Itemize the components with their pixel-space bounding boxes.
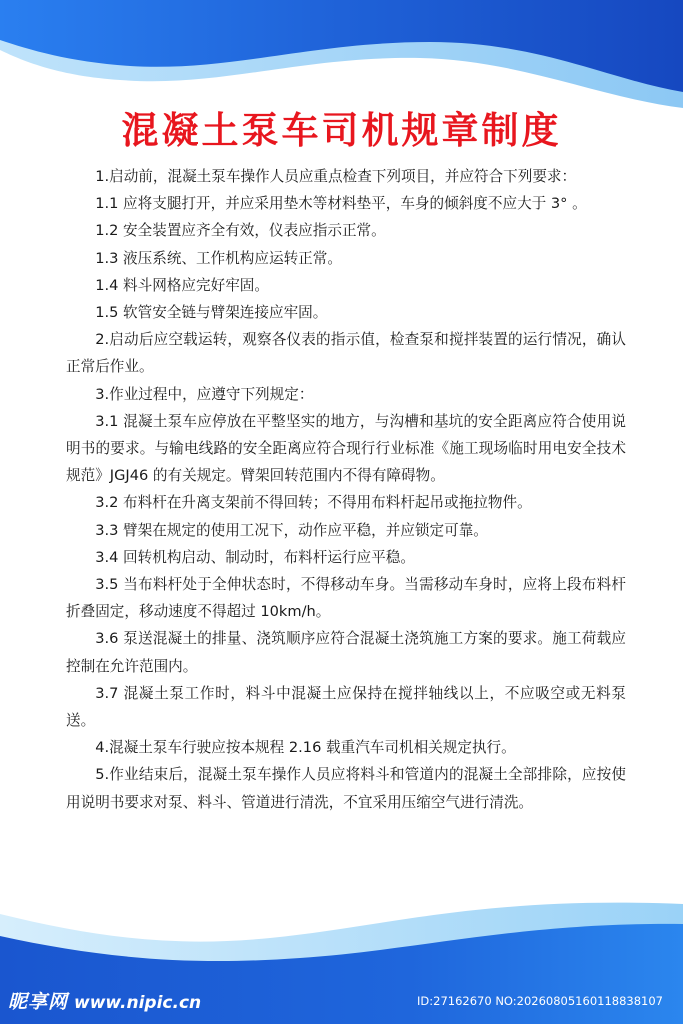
rule-paragraph: 3.7 混凝土泵工作时，料斗中混凝土应保持在搅拌轴线以上，不应吸空或无料泵送。	[66, 684, 626, 730]
page-title: 混凝土泵车司机规章制度	[121, 109, 562, 152]
rule-paragraph: 1.启动前，混凝土泵车操作人员应重点检查下列项目，并应符合下列要求：	[95, 168, 577, 185]
watermark-url: www.nipic.cn	[74, 993, 202, 1013]
rule-paragraph: 2.启动后应空载运转，观察各仪表的指示值，检查泵和搅拌装置的运行情况，确认正常后作业。	[66, 331, 626, 376]
site-watermark	[8, 987, 201, 1014]
rule-paragraph: 1.2 安全装置应齐全有效，仪表应指示正常。	[95, 222, 386, 240]
rule-paragraph: 1.3 液压系统、工作机构应运转正常。	[95, 249, 342, 267]
rule-paragraph: 3.作业过程中，应遵守下列规定：	[95, 385, 314, 403]
regulation-body	[66, 163, 626, 816]
rule-paragraph: 4.混凝土泵车行驶应按本规程 2.16 载重汽车司机相关规定执行。	[95, 739, 516, 757]
rule-paragraph: 3.6 泵送混凝土的排量、浇筑顺序应符合混凝土浇筑施工方案的要求。施工荷载应控制在允许范围内。	[66, 630, 626, 675]
rule-paragraph: 3.3 臂架在规定的使用工况下，动作应平稳，并应锁定可靠。	[95, 521, 488, 539]
rule-paragraph: 1.5 软管安全链与臂架连接应牢固。	[95, 304, 328, 322]
rule-paragraph: 1.1 应将支腿打开，并应采用垫木等材料垫平，车身的倾斜度不应大于 3° 。	[95, 195, 587, 213]
rule-paragraph: 3.4 回转机构启动、制动时，布料杆运行应平稳。	[95, 548, 415, 566]
rule-paragraph: 3.2 布料杆在升离支架前不得回转；不得用布料杆起吊或拖拉物件。	[95, 494, 532, 512]
rule-paragraph: 1.4 料斗网格应完好牢固。	[95, 276, 269, 294]
rule-paragraph: 3.1 混凝土泵车应停放在平整坚实的地方，与沟槽和基坑的安全距离应符合使用说明书的要求。与输电线路的安全距离应符合现行行业标准《施工现场临时用电安全技术规范》JGJ46 的有关规定。臂架回转范围内不得有障碍物。	[66, 412, 626, 485]
image-id-label: ID:27162670 NO:20260805160118838107	[417, 994, 663, 1008]
rule-paragraph: 5.作业结束后，混凝土泵车操作人员应将料斗和管道内的混凝土全部排除，应按使用说明书要求对泵、料斗、管道进行清洗，不宜采用压缩空气进行清洗。	[66, 766, 626, 811]
watermark-logo-text: 昵享网	[8, 991, 69, 1013]
rule-paragraph: 3.5 当布料杆处于全伸状态时，不得移动车身。当需移动车身时，应将上段布料杆折叠固定，移动速度不得超过 10km/h。	[66, 576, 626, 621]
